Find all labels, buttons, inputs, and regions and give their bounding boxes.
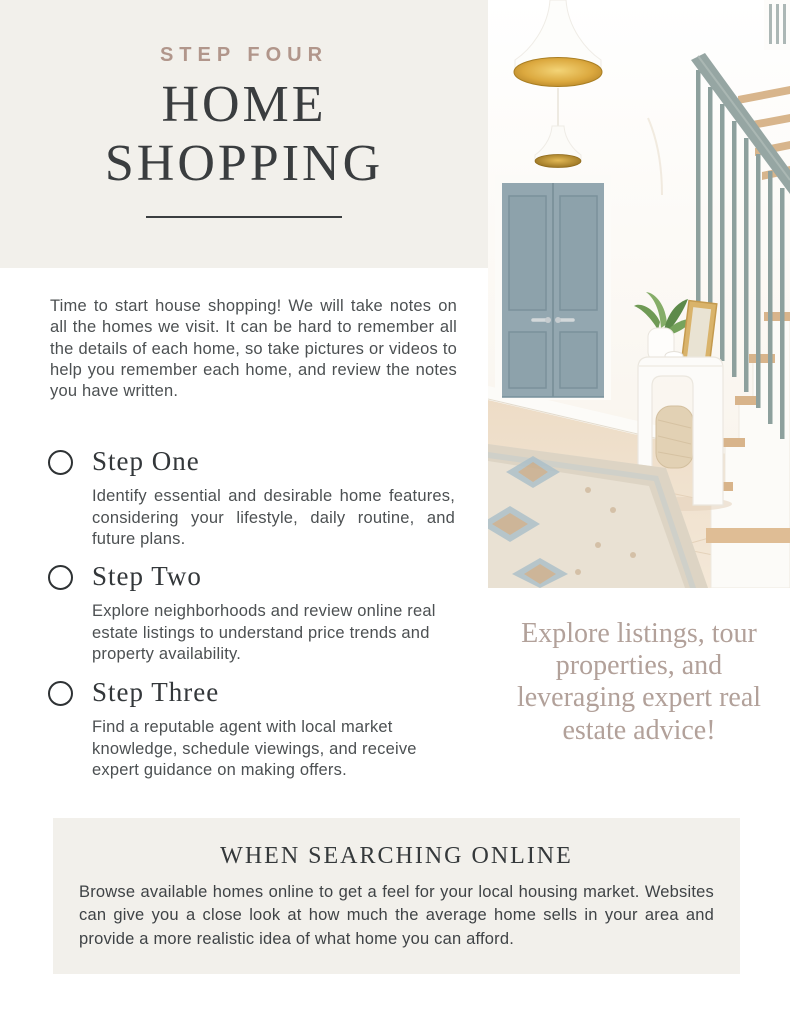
step-one-heading: Step One [92, 446, 200, 476]
step-two-circle-icon [48, 565, 73, 590]
page-title-line2: SHOPPING [104, 135, 384, 192]
hero-photo [488, 0, 790, 588]
quote-text: Explore listings, tour properties, and leveraging expert real estate advice! [516, 618, 762, 746]
step-one-circle-icon [48, 450, 73, 475]
step-two-body: Explore neighborhoods and review online real estate listings to understand price trends and property availability. [92, 602, 436, 664]
step-three-heading: Step Three [92, 677, 220, 707]
step-two-block [48, 561, 458, 666]
title-divider [146, 216, 342, 218]
page-title-line1: HOME [161, 76, 327, 133]
step-three-block [48, 677, 458, 782]
hero-title-block [0, 0, 488, 268]
step-two-heading: Step Two [92, 561, 202, 591]
step-three-circle-icon [48, 681, 73, 706]
when-searching-online-box [53, 818, 740, 974]
page-title [0, 75, 488, 193]
step-one-block [48, 446, 458, 551]
search-online-body: Browse available homes online to get a feel for your local housing market. Websites can give you a close look at how much the average home sells in your area and provide a more realistic idea of what home you can afford. [79, 883, 714, 948]
search-online-heading: WHEN SEARCHING ONLINE [220, 843, 573, 869]
intro-paragraph: Time to start house shopping! We will take notes on all the homes we visit. It can be hard to remember all the details of each home, so take pictures or videos to help you remember each home, and review the notes you have written. [50, 297, 457, 401]
step-one-body: Identify essential and desirable home features, considering your lifestyle, daily routine, and future plans. [92, 487, 455, 549]
entryway-photo-illustration [488, 0, 790, 588]
step-three-body: Find a reputable agent with local market knowledge, schedule viewings, and receive expert guidance on making offers. [92, 718, 417, 780]
step-eyebrow: STEP FOUR [159, 44, 329, 66]
double-doors [495, 175, 611, 400]
